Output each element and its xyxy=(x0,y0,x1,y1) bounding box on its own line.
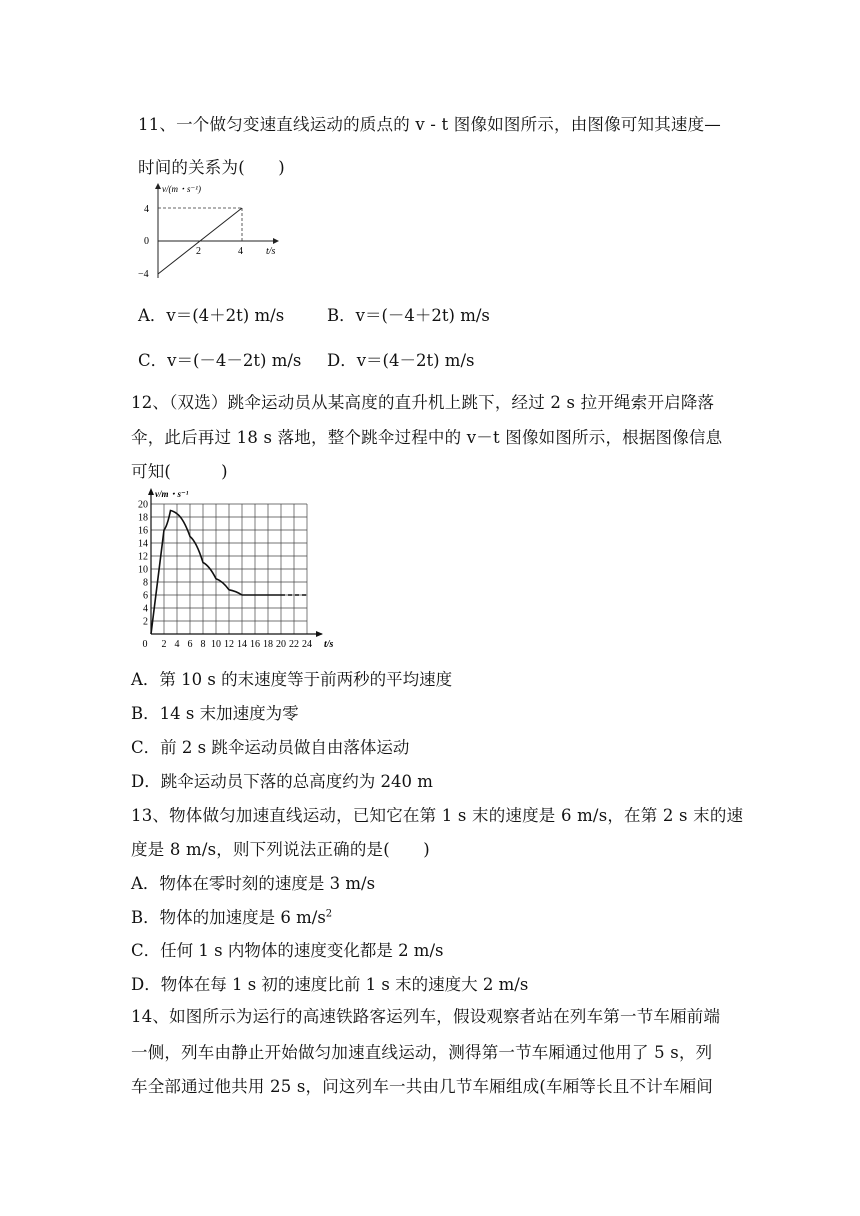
q12-xtick-label: 0 xyxy=(142,639,148,650)
q12-x-axis-arrow xyxy=(316,631,323,637)
q12-y-label: v/m・s⁻¹ xyxy=(155,489,189,499)
q14-text-line3: 车全部通过他共用 25 s，问这列车一共由几节车厢组成(车厢等长且不计车厢间 xyxy=(131,1077,713,1096)
q12-vt-graph xyxy=(130,486,340,656)
q11-ytick-4: 4 xyxy=(144,204,149,215)
q11-xtick-4: 4 xyxy=(238,246,243,257)
q12-xtick-label: 24 xyxy=(302,639,312,650)
q11-ytick-0: 0 xyxy=(144,236,149,247)
q14-text-line2: 一侧，列车由静止开始做匀加速直线运动，测得第一节车厢通过他用了 5 s，列 xyxy=(131,1043,713,1062)
q11-option-c: C．v＝(－4－2t) m/s xyxy=(138,351,302,370)
q12-xtick-label: 16 xyxy=(250,639,260,650)
q13-option-b-superscript: 2 xyxy=(325,908,333,920)
q13-text-line2: 度是 8 m/s，则下列说法正确的是( ) xyxy=(131,840,430,859)
q12-y-axis-arrow xyxy=(148,488,154,495)
q12-xtick-label: 8 xyxy=(200,639,206,650)
q12-option-a: A．第 10 s 的末速度等于前两秒的平均速度 xyxy=(131,670,453,689)
q12-ytick-label: 4 xyxy=(143,603,148,615)
q12-ytick-label: 2 xyxy=(143,616,148,628)
q11-option-a: A．v＝(4＋2t) m/s xyxy=(138,306,285,325)
q12-xtick-label: 14 xyxy=(237,639,247,650)
q12-xtick-label: 4 xyxy=(174,639,180,650)
q12-ytick-label: 6 xyxy=(143,590,148,602)
q12-xtick-label: 12 xyxy=(224,639,234,650)
q14-text-line1: 14、如图所示为运行的高速铁路客运列车，假设观察者站在列车第一节车厢前端 xyxy=(131,1007,721,1026)
q12-ytick-label: 18 xyxy=(138,512,148,524)
q13-option-c: C．任何 1 s 内物体的速度变化都是 2 m/s xyxy=(131,941,444,960)
q12-ytick-label: 16 xyxy=(138,525,148,537)
q12-text-line2: 伞，此后再过 18 s 落地，整个跳伞过程中的 v－t 图像如图所示，根据图像信息 xyxy=(131,428,723,447)
q12-text-line3: 可知( ) xyxy=(131,462,228,481)
q13-option-b-text: B．物体的加速度是 6 m/s xyxy=(131,908,326,927)
q11-option-d: D．v＝(4－2t) m/s xyxy=(327,351,475,370)
q12-xtick-label: 6 xyxy=(187,639,193,650)
q12-ytick-label: 8 xyxy=(143,577,148,589)
q11-xtick-2: 2 xyxy=(196,246,201,257)
q11-text-line1: 11、一个做匀变速直线运动的质点的 v - t 图像如图所示，由图像可知其速度— xyxy=(138,115,722,134)
q12-option-b: B．14 s 末加速度为零 xyxy=(131,704,299,723)
q12-xtick-label: 22 xyxy=(289,639,299,650)
q13-text-line1: 13、物体做匀加速直线运动，已知它在第 1 s 末的速度是 6 m/s，在第 2 s 末的速 xyxy=(131,806,744,825)
q12-xtick-label: 2 xyxy=(161,639,167,650)
q12-ytick-label: 20 xyxy=(138,499,148,511)
q12-xtick-label: 18 xyxy=(263,639,273,650)
q11-ytick-neg4: −4 xyxy=(138,269,149,280)
q11-x-label: t/s xyxy=(266,246,276,257)
q11-option-b: B．v＝(－4＋2t) m/s xyxy=(327,306,490,325)
q11-y-label: v/(m・s⁻¹) xyxy=(162,184,201,194)
q13-option-a: A．物体在零时刻的速度是 3 m/s xyxy=(131,874,376,893)
q13-option-d: D．物体在每 1 s 初的速度比前 1 s 末的速度大 2 m/s xyxy=(131,975,529,994)
q11-vt-graph xyxy=(138,180,288,285)
q12-ytick-label: 12 xyxy=(138,551,148,563)
q12-xtick-label: 20 xyxy=(276,639,286,650)
q13-option-b xyxy=(131,904,332,928)
q11-text-line2: 时间的关系为( ) xyxy=(138,158,285,177)
q12-option-c: C．前 2 s 跳伞运动员做自由落体运动 xyxy=(131,738,410,757)
q12-ytick-label: 10 xyxy=(138,564,148,576)
q12-option-d: D．跳伞运动员下落的总高度约为 240 m xyxy=(131,772,433,791)
q12-text-line1: 12、（双选）跳伞运动员从某高度的直升机上跳下，经过 2 s 拉开绳索开启降落 xyxy=(131,393,715,412)
q12-xtick-label: 10 xyxy=(211,639,221,650)
q12-x-label: t/s xyxy=(324,639,334,650)
q12-ytick-label: 14 xyxy=(138,538,148,550)
